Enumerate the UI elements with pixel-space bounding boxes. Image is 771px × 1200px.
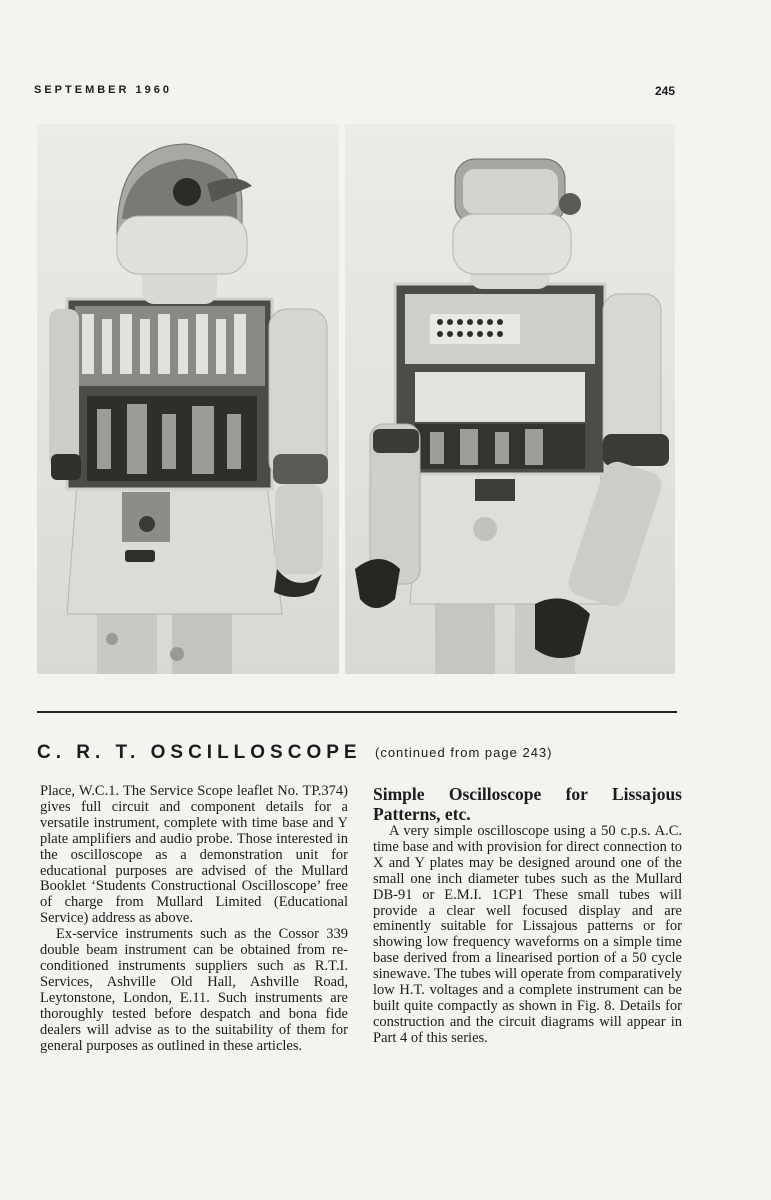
article-title: C. R. T. OSCILLOSCOPE [37, 742, 362, 763]
robot-photo-left [37, 124, 339, 674]
left-paragraph-1: Place, W.C.1. The Service Scope leaflet No. TP.374) gives full circuit and component details for a versatile instrument, complete with time base and Y plate amplifiers and audio probe. Those interested in the oscilloscope as a demonstration unit for educational purposes are advised of the Mullard Booklet ‘Students Constructional Oscilloscope’ free of charge from Mullard Limited (Educational Service) address as above. [40, 783, 348, 927]
continued-note: (continued from page 243) [375, 745, 553, 760]
left-column [40, 784, 348, 1054]
issue-date: SEPTEMBER 1960 [34, 84, 172, 96]
left-paragraph-2: Ex-service instruments such as the Cossor 339 double beam instrument can be obtained from re-conditioned instruments suppliers such as R.T.I. Services, Ashville Old Hall, Ashville Road, Leytonstone, London, E.11. Such instruments are thoroughly tested before despatch and bona fide dealers will advise as to the suitability of them for general purposes as outlined in these articles. [40, 926, 348, 1054]
right-subheading: Simple Oscilloscope for Lissajous Patterns, etc. [373, 784, 682, 824]
section-divider [37, 711, 677, 713]
page-number: 245 [654, 84, 675, 98]
right-paragraph-1: A very simple oscilloscope using a 50 c.p.s. A.C. time base and with provision for direct connection to X and Y plates may be designed around one of the small one inch diameter tubes such as the Mullard DB-91 or E.M.I. 1CP1 These small tubes will provide a clear well focused display and are eminently suitable for Lissajous patterns or for showing low frequency waveforms on a simple time base derived from a linearised portion of a 50 cycle sinewave. The tubes will operate from comparatively low H.T. voltages and a complete instrument can be built quite compactly as shown in Fig. 8. Details for construction and the circuit diagrams will appear in Part 4 of this series. [373, 823, 682, 1046]
robot-photo-right [345, 124, 675, 674]
page-header [34, 84, 675, 96]
right-column [373, 784, 682, 1047]
